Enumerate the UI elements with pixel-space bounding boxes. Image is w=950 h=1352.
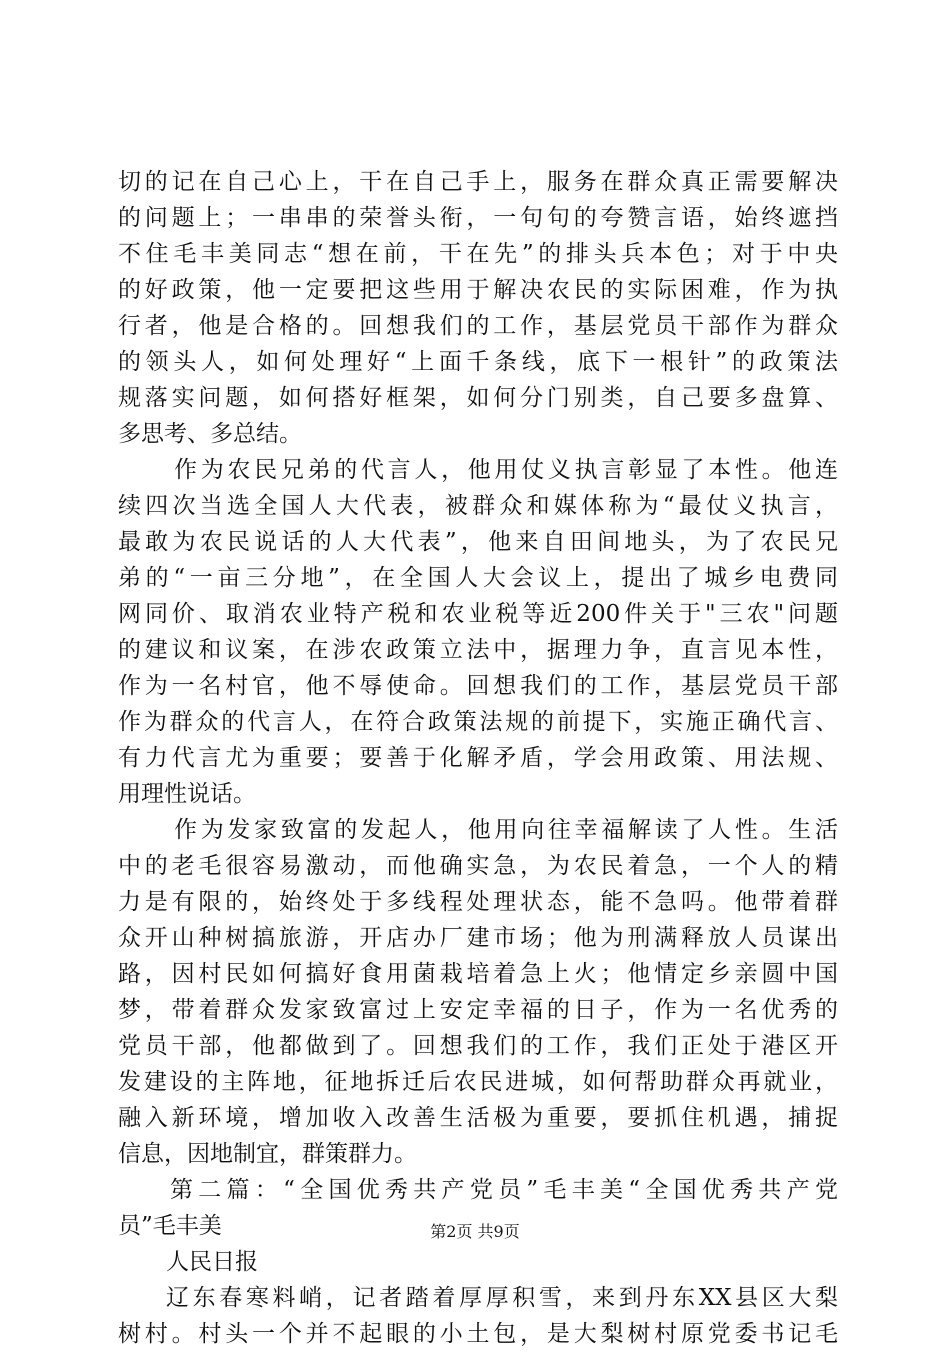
text-line: 多思考、多总结。 [118, 421, 302, 447]
text-line: 作为一名村官，他不辱使命。回想我们的工作，基层党员干部 [118, 673, 838, 699]
document-body [118, 164, 838, 1352]
text-line: 不住毛丰美同志“想在前，干在先”的排头兵本色；对于中央 [118, 241, 838, 267]
text-line: 行者，他是合格的。回想我们的工作，基层党员干部作为群众 [118, 313, 838, 339]
text-line: 辽东春寒料峭，记者踏着厚厚积雪，来到丹东XX县区大梨 [166, 1285, 838, 1311]
text-line: 作为发家致富的发起人，他用向往幸福解读了人性。生活 [174, 817, 838, 843]
text-line: 作为群众的代言人，在符合政策法规的前提下，实施正确代言、 [118, 709, 838, 735]
source-label: 人民日报 [166, 1249, 258, 1275]
text-line: 中的老毛很容易激动，而他确实急，为农民着急，一个人的精 [118, 853, 838, 879]
text-line: 党员干部，他都做到了。回想我们的工作，我们正处于港区开 [118, 1033, 838, 1059]
text-line: 的领头人，如何处理好“上面千条线，底下一根针”的政策法 [118, 349, 838, 375]
text-line: 最敢为农民说话的人大代表”，他来自田间地头，为了农民兄 [118, 529, 838, 555]
text-line: 弟的“一亩三分地”，在全国人大会议上，提出了城乡电费同 [118, 565, 838, 591]
text-line: 路，因村民如何搞好食用菌栽培着急上火；他情定乡亲圆中国 [118, 961, 838, 987]
text-line: 发建设的主阵地，征地拆迁后农民进城，如何帮助群众再就业， [118, 1069, 838, 1095]
text-line: 融入新环境，增加收入改善生活极为重要，要抓住机遇，捕捉 [118, 1105, 838, 1131]
text-line: 规落实问题，如何搭好框架，如何分门别类，自己要多盘算、 [118, 385, 838, 411]
text-line: 续四次当选全国人大代表，被群众和媒体称为“最仗义执言， [118, 493, 838, 519]
text-line: 切的记在自己心上，干在自己手上，服务在群众真正需要解决 [118, 169, 838, 195]
text-line: 的好政策，他一定要把这些用于解决农民的实际困难，作为执 [118, 277, 838, 303]
text-line: 网同价、取消农业特产税和农业税等近200件关于"三农"问题 [118, 601, 838, 627]
page-number-footer: 第2页 共9页 [430, 1222, 520, 1241]
text-line: 众开山种树搞旅游，开店办厂建市场；他为刑满释放人员谋出 [118, 925, 838, 951]
text-line: 有力代言尤为重要；要善于化解矛盾，学会用政策、用法规、 [118, 745, 838, 771]
text-line: 力是有限的，始终处于多线程处理状态，能不急吗。他带着群 [118, 889, 838, 915]
section-heading: 员”毛丰美 [118, 1213, 222, 1239]
section-heading: 第二篇：“全国优秀共产党员”毛丰美“全国优秀共产党 [170, 1177, 838, 1203]
text-line: 的建议和议案，在涉农政策立法中，据理力争，直言见本性， [118, 637, 838, 663]
text-line: 树村。村头一个并不起眼的小土包，是大梨树村原党委书记毛 [118, 1321, 838, 1347]
text-line: 梦，带着群众发家致富过上安定幸福的日子，作为一名优秀的 [118, 997, 838, 1023]
text-line: 的问题上；一串串的荣誉头衔，一句句的夸赞言语，始终遮挡 [118, 205, 838, 231]
text-line: 用理性说话。 [118, 781, 256, 807]
text-line: 信息，因地制宜，群策群力。 [118, 1141, 417, 1167]
text-line: 作为农民兄弟的代言人，他用仗义执言彰显了本性。他连 [174, 457, 838, 483]
